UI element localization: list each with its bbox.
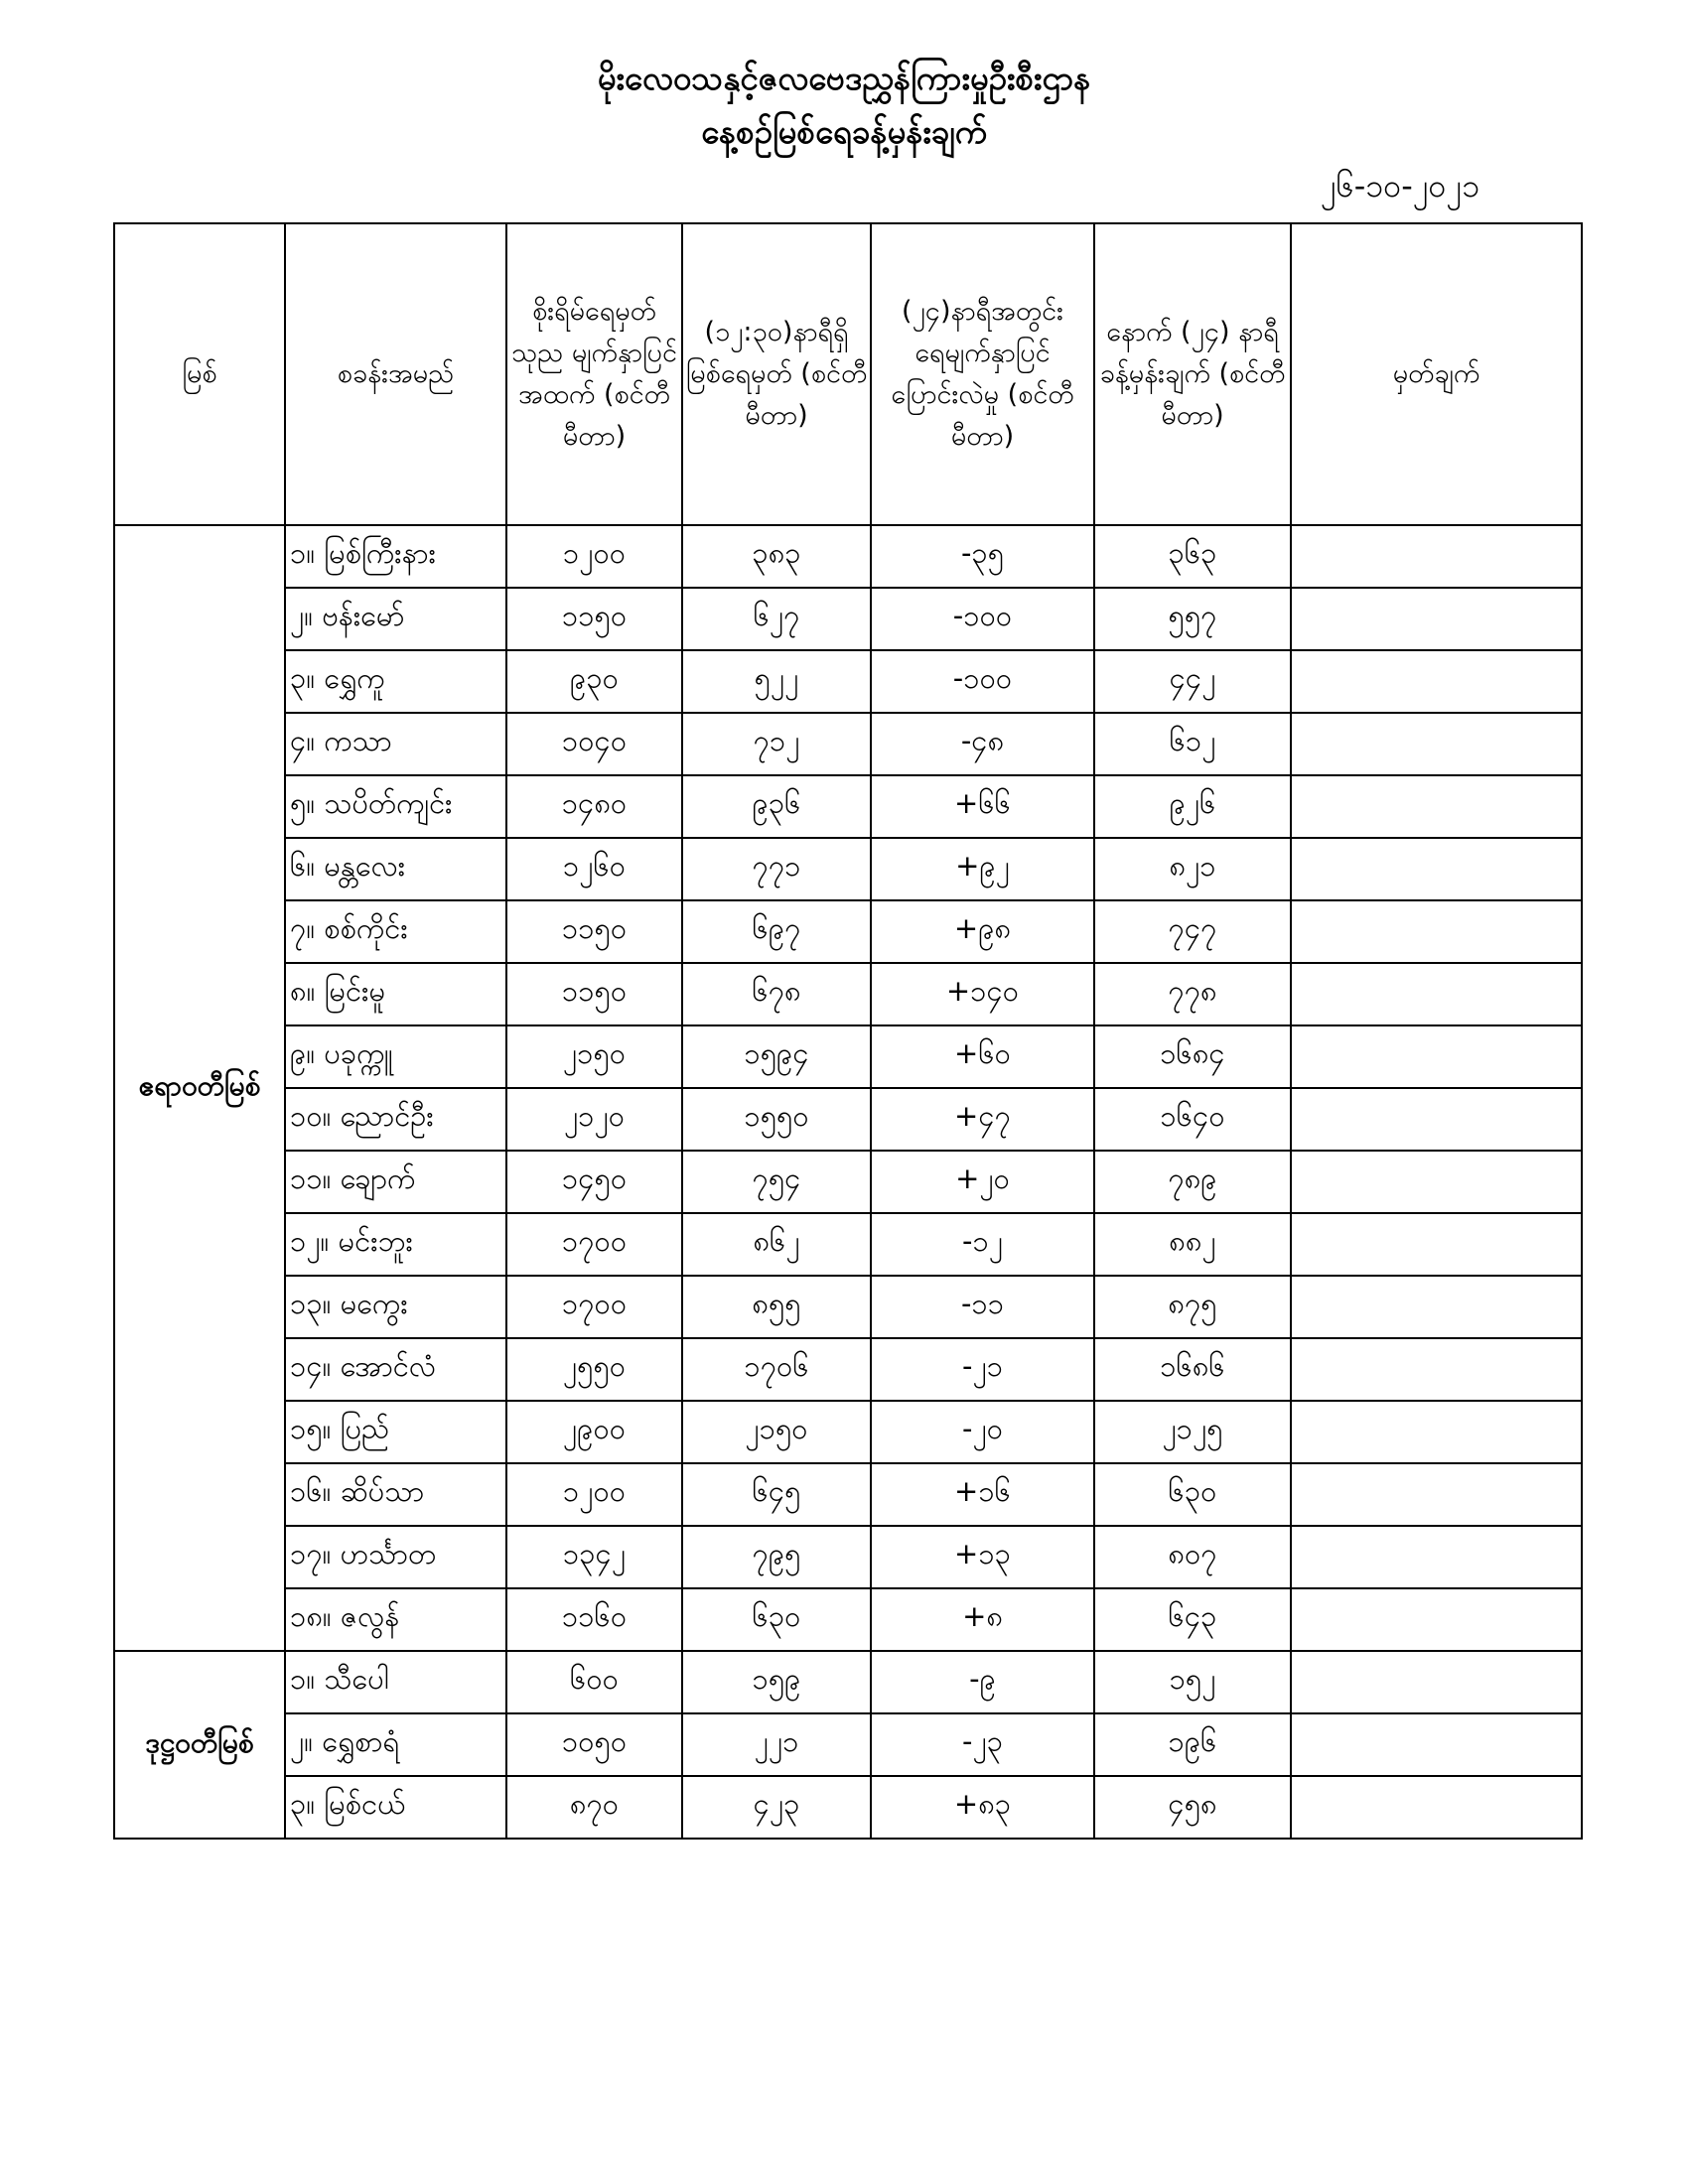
level-change: -၂၀ [871,1401,1094,1463]
water-level: ၆၂၇ [682,588,871,650]
water-level: ၇၁၂ [682,713,871,775]
table-row [114,1651,1582,1713]
table-row [114,775,1582,838]
water-level: ၆၇၈ [682,963,871,1025]
level-change: -၂၃ [871,1713,1094,1776]
table-row [114,1151,1582,1213]
water-level: ၇၇၁ [682,838,871,900]
station-name: ၇။ စစ်ကိုင်း [285,900,506,963]
forecast-level: ၇၇၈ [1094,963,1291,1025]
station-name: ၂။ ဗန်းမော် [285,588,506,650]
danger-level: ၁၂၀၀ [506,525,682,588]
station-name: ၃။ ရွှေကူ [285,650,506,713]
remark [1291,963,1582,1025]
report-date: ၂၆-၁၀-၂၀၂၁ [1321,167,1480,205]
water-level: ၉၃၆ [682,775,871,838]
level-change: +၁၆ [871,1463,1094,1526]
danger-level: ၁၇၀၀ [506,1213,682,1276]
column-header: နောက် (၂၄) နာရီ ခန့်မှန်းချက် (စင်တီမီတာ) [1094,223,1291,525]
water-level: ၁၅၉ [682,1651,871,1713]
column-header: စခန်းအမည် [285,223,506,525]
danger-level: ၂၁၂၀ [506,1088,682,1151]
water-level: ၃၈၃ [682,525,871,588]
water-level: ၄၂၃ [682,1776,871,1839]
remark [1291,650,1582,713]
forecast-level: ၁၉၆ [1094,1713,1291,1776]
remark [1291,588,1582,650]
table-row [114,1276,1582,1338]
station-name: ၁၆။ ဆိပ်သာ [285,1463,506,1526]
remark [1291,1651,1582,1713]
table-row [114,713,1582,775]
table-row [114,838,1582,900]
water-level: ၇၉၅ [682,1526,871,1588]
danger-level: ၁၄၈၀ [506,775,682,838]
remark [1291,1276,1582,1338]
station-name: ၈။ မြင်းမူ [285,963,506,1025]
table-row [114,1213,1582,1276]
station-name: ၁၀။ ညောင်ဦး [285,1088,506,1151]
remark [1291,775,1582,838]
water-level: ၁၅၅၀ [682,1088,871,1151]
water-level: ၈၆၂ [682,1213,871,1276]
water-level: ၂၂၁ [682,1713,871,1776]
water-level: ၁၅၉၄ [682,1025,871,1088]
forecast-level: ၇၄၇ [1094,900,1291,963]
table-row [114,1401,1582,1463]
danger-level: ၁၃၄၂ [506,1526,682,1588]
table-row [114,1776,1582,1839]
remark [1291,1338,1582,1401]
station-name: ၄။ ကသာ [285,713,506,775]
station-name: ၁၁။ ချောက် [285,1151,506,1213]
water-level: ၂၁၅၀ [682,1401,871,1463]
remark [1291,1526,1582,1588]
danger-level: ၁၁၆၀ [506,1588,682,1651]
column-header: မှတ်ချက် [1291,223,1582,525]
remark [1291,1213,1582,1276]
remark [1291,713,1582,775]
level-change: +၆၆ [871,775,1094,838]
forecast-level: ၁၆၄၀ [1094,1088,1291,1151]
page-title-line1: မိုးလေဝသနှင့်ဇလဗေဒညွှန်ကြားမှုဦးစီးဌာန [597,59,1091,97]
station-name: ၁၇။ ဟင်္သာတ [285,1526,506,1588]
station-name: ၂။ ရွှေစာရံ [285,1713,506,1776]
remark [1291,1401,1582,1463]
forecast-level: ၄၅၈ [1094,1776,1291,1839]
station-name: ၁၃။ မကွေး [285,1276,506,1338]
forecast-level: ၂၁၂၅ [1094,1401,1291,1463]
forecast-level: ၈၇၅ [1094,1276,1291,1338]
table-row [114,650,1582,713]
column-header: (၁၂:၃၀)နာရီရှိ မြစ်ရေမှတ် (စင်တီမီတာ) [682,223,871,525]
station-name: ၁၄။ အောင်လံ [285,1338,506,1401]
level-change: -၃၅ [871,525,1094,588]
water-level: ၅၂၂ [682,650,871,713]
table-row [114,525,1582,588]
forecast-level: ၉၂၆ [1094,775,1291,838]
level-change: -၁၀၀ [871,650,1094,713]
level-change: +၈ [871,1588,1094,1651]
station-name: ၃။ မြစ်ငယ် [285,1776,506,1839]
station-name: ၆။ မန္တလေး [285,838,506,900]
level-change: +၁၃ [871,1526,1094,1588]
column-header: စိုးရိမ်ရေမှတ် သုည မျက်နှာပြင် အထက် (စင်တီမီတာ) [506,223,682,525]
level-change: -၁၀၀ [871,588,1094,650]
level-change: +၈၃ [871,1776,1094,1839]
column-header: (၂၄)နာရီအတွင်း ရေမျက်နှာပြင် ပြောင်းလဲမှု (စင်တီမီတာ) [871,223,1094,525]
danger-level: ၆၀၀ [506,1651,682,1713]
station-name: ၅။ သပိတ်ကျင်း [285,775,506,838]
level-change: +၄၇ [871,1088,1094,1151]
table-row [114,1338,1582,1401]
remark [1291,838,1582,900]
water-level: ၈၅၅ [682,1276,871,1338]
page-title-line2: နေ့စဉ်မြစ်ရေခန့်မှန်းချက် [701,112,987,151]
danger-level: ၁၀၄၀ [506,713,682,775]
forecast-level: ၆၃၀ [1094,1463,1291,1526]
table-row [114,1526,1582,1588]
level-change: -၁၁ [871,1276,1094,1338]
table-header-row [114,223,1582,525]
table-body [114,525,1582,1839]
forecast-level: ၅၅၇ [1094,588,1291,650]
forecast-level: ၈၀၇ [1094,1526,1291,1588]
remark [1291,1025,1582,1088]
table-row [114,1713,1582,1776]
remark [1291,1151,1582,1213]
water-level: ၆၃၀ [682,1588,871,1651]
danger-level: ၁၁၅၀ [506,963,682,1025]
danger-level: ၁၂၀၀ [506,1463,682,1526]
level-change: +၁၄၀ [871,963,1094,1025]
remark [1291,900,1582,963]
forecast-level: ၈၂၁ [1094,838,1291,900]
table-row [114,1588,1582,1651]
remark [1291,1588,1582,1651]
danger-level: ၁၇၀၀ [506,1276,682,1338]
river-name: ဒုဋ္ဌဝတီမြစ် [114,1651,285,1839]
water-level: ၁၇၀၆ [682,1338,871,1401]
table-row [114,1025,1582,1088]
danger-level: ၉၃၀ [506,650,682,713]
danger-level: ၁၄၅၀ [506,1151,682,1213]
level-change: +၉၈ [871,900,1094,963]
table-row [114,963,1582,1025]
forecast-level: ၆၄၃ [1094,1588,1291,1651]
forecast-level: ၁၆၈၆ [1094,1338,1291,1401]
level-change: -၂၁ [871,1338,1094,1401]
station-name: ၁။ သီပေါ [285,1651,506,1713]
level-change: +၆၀ [871,1025,1094,1088]
remark [1291,525,1582,588]
remark [1291,1463,1582,1526]
level-change: +၉၂ [871,838,1094,900]
station-name: ၁၅။ ပြည် [285,1401,506,1463]
column-header: မြစ် [114,223,285,525]
river-name: ဧရာဝတီမြစ် [114,525,285,1651]
remark [1291,1713,1582,1776]
level-change: -၉ [871,1651,1094,1713]
forecast-level: ၆၁၂ [1094,713,1291,775]
remark [1291,1776,1582,1839]
station-name: ၁၈။ ဇလွန် [285,1588,506,1651]
forecast-level: ၁၅၂ [1094,1651,1291,1713]
station-name: ၉။ ပခုက္ကူ [285,1025,506,1088]
danger-level: ၈၇၀ [506,1776,682,1839]
station-name: ၁။ မြစ်ကြီးနား [285,525,506,588]
forecast-level: ၄၄၂ [1094,650,1291,713]
danger-level: ၁၁၅၀ [506,900,682,963]
table-row [114,1463,1582,1526]
level-change: -၁၂ [871,1213,1094,1276]
level-change: +၂၀ [871,1151,1094,1213]
forecast-level: ၃၆၃ [1094,525,1291,588]
danger-level: ၂၁၅၀ [506,1025,682,1088]
water-level: ၆၄၅ [682,1463,871,1526]
table-row [114,900,1582,963]
station-name: ၁၂။ မင်းဘူး [285,1213,506,1276]
remark [1291,1088,1582,1151]
danger-level: ၁၁၅၀ [506,588,682,650]
table-row [114,588,1582,650]
forecast-level: ၁၆၈၄ [1094,1025,1291,1088]
water-level: ၆၉၇ [682,900,871,963]
table-row [114,1088,1582,1151]
danger-level: ၂၅၅၀ [506,1338,682,1401]
level-change: -၄၈ [871,713,1094,775]
forecast-level: ၈၈၂ [1094,1213,1291,1276]
river-forecast-table [113,222,1583,1840]
danger-level: ၁၂၆၀ [506,838,682,900]
danger-level: ၂၉၀၀ [506,1401,682,1463]
danger-level: ၁၀၅၀ [506,1713,682,1776]
forecast-level: ၇၈၉ [1094,1151,1291,1213]
water-level: ၇၅၄ [682,1151,871,1213]
